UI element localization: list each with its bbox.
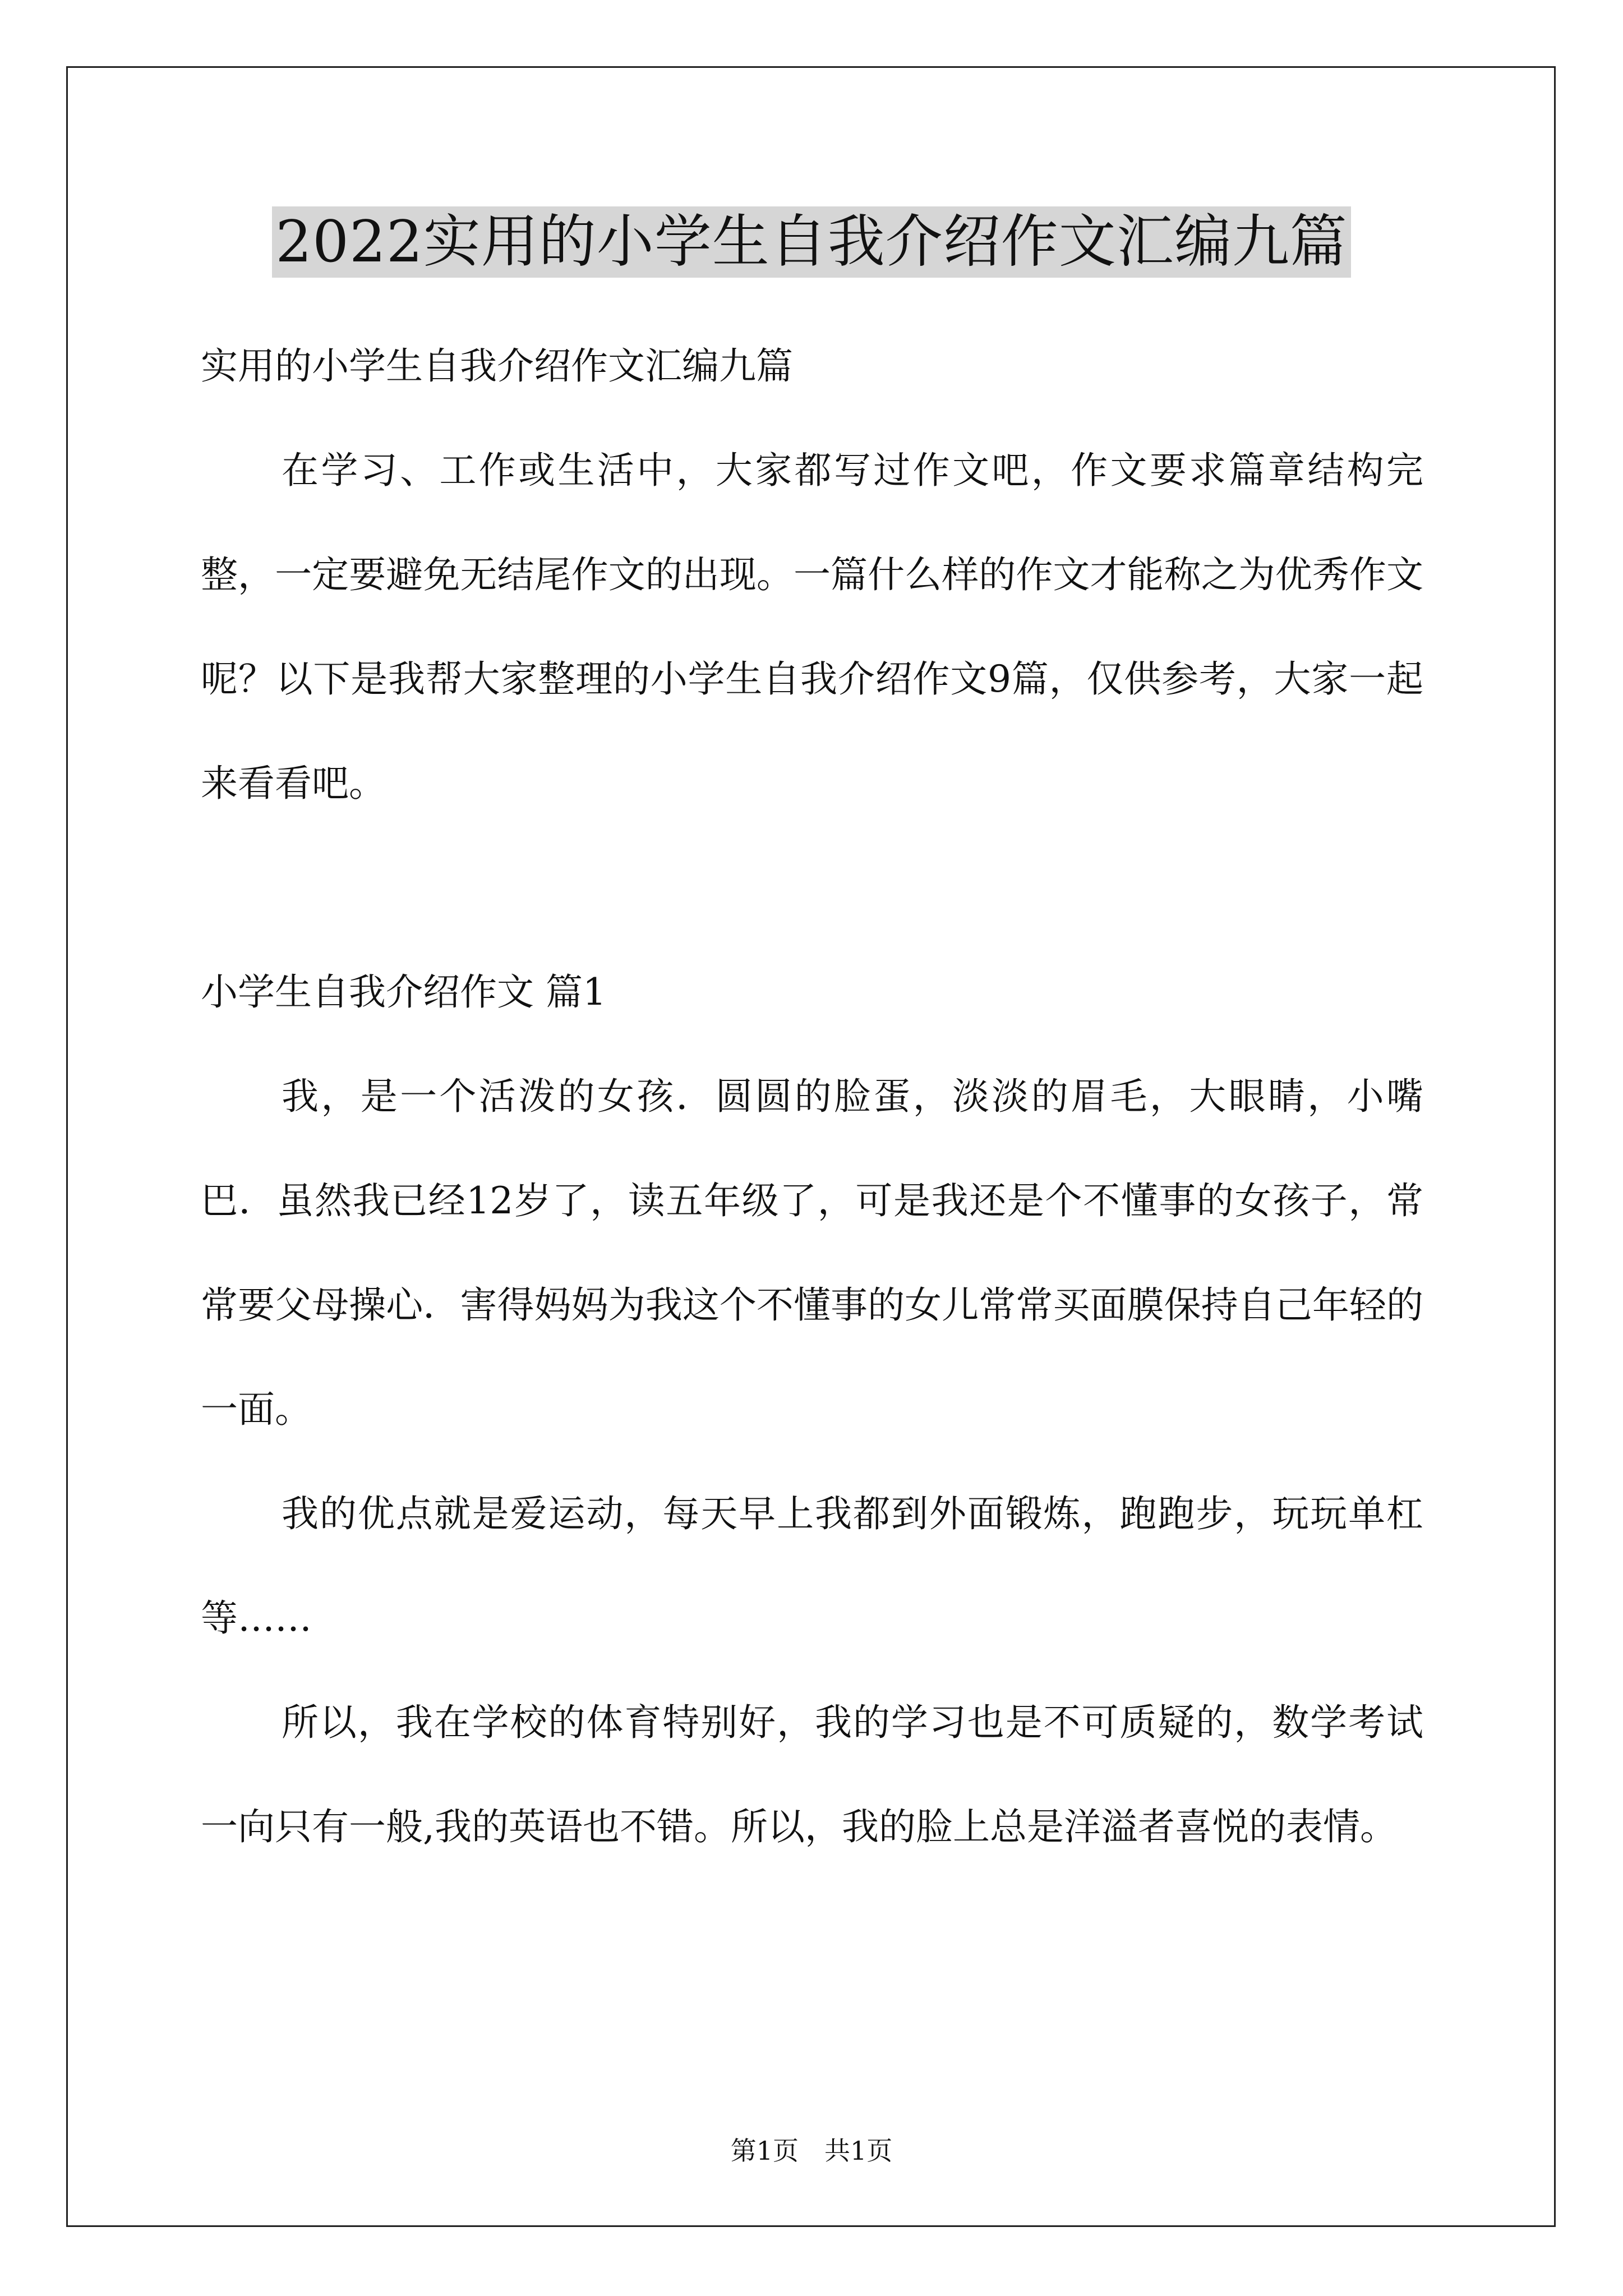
section-gap: [201, 836, 1423, 940]
page-footer: [0, 2134, 1623, 2168]
intro-paragraph: 在学习、工作或生活中，大家都写过作文吧，作文要求篇章结构完整，一定要避免无结尾作文的出现。一篇什么样的作文才能称之为优秀作文呢？以下是我帮大家整理的小学生自我介绍作文9篇，仅供参考，大家一起来看看吧。: [201, 449, 1423, 805]
title-text: 2022实用的小学生自我介绍作文汇编九篇: [272, 206, 1351, 278]
body-paragraph-2: 我的优点就是爱运动，每天早上我都到外面锻炼，跑跑步，玩玩单杠等……: [201, 1492, 1423, 1640]
body-paragraph-1: 我，是一个活泼的女孩．圆圆的脸蛋，淡淡的眉毛，大眼睛，小嘴巴．虽然我已经12岁了，读五年级了，可是我还是个不懂事的女孩子，常常要父母操心．害得妈妈为我这个不懂事的女儿常常买面膜保持自己年轻的一面。: [201, 1075, 1423, 1431]
section-heading: 小学生自我介绍作文 篇1: [201, 970, 606, 1014]
body-paragraph-3: 所以，我在学校的体育特别好，我的学习也是不可质疑的，数学考试一向只有一般,我的英语也不错。所以，我的脸上总是洋溢者喜悦的表情。: [201, 1701, 1423, 1848]
document-title: [0, 203, 1623, 282]
subtitle: 实用的小学生自我介绍作文汇编九篇: [201, 344, 793, 388]
page-number: 第1页 共1页: [730, 2136, 893, 2166]
document-body: [201, 314, 1423, 1879]
